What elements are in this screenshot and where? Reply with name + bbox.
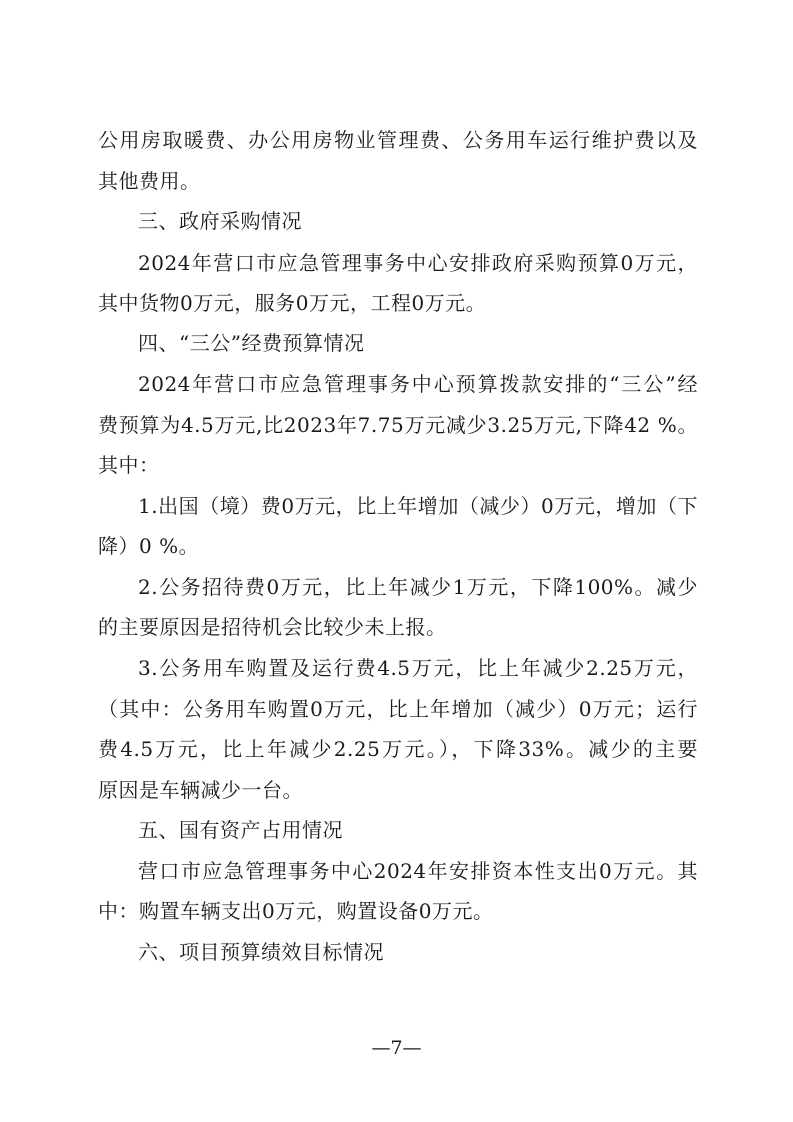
body-text-line: 的主要原因是招待机会比较少未上报。 — [98, 615, 447, 639]
body-text-line: 费4.5万元，比上年减少2.25万元。），下降33%。减少的主要 — [98, 737, 698, 761]
body-text-line: 营口市应急管理事务中心2024年安排资本性支出0万元。其 — [138, 859, 698, 883]
body-text-line: 2024年营口市应急管理事务中心安排政府采购预算0万元， — [138, 251, 698, 275]
body-text-line: 原因是车辆减少一台。 — [98, 778, 303, 802]
section-heading: 六、项目预算绩效目标情况 — [138, 940, 384, 964]
body-text-line: 费预算为4.5万元,比2023年7.75万元减少3.25万元,下降42 %。 — [98, 413, 698, 437]
body-text-line: （其中：公务用车购置0万元，比上年增加（减少）0万元；运行 — [98, 697, 698, 721]
body-text-line: 其中： — [98, 453, 160, 477]
section-heading: 五、国有资产占用情况 — [138, 818, 343, 842]
section-heading: 四、“三公”经费预算情况 — [138, 331, 365, 355]
body-text-line: 降）0 %。 — [98, 534, 200, 558]
section-heading: 三、政府采购情况 — [138, 209, 302, 233]
body-text-line: 其中货物0万元，服务0万元，工程0万元。 — [98, 291, 487, 315]
body-text-line: 其他费用。 — [98, 169, 201, 193]
list-item-line: 3.公务用车购置及运行费4.5万元，比上年减少2.25万元， — [138, 656, 698, 680]
body-text-line: 2024年营口市应急管理事务中心预算拨款安排的“三公”经 — [138, 372, 698, 396]
list-item-line: 2.公务招待费0万元，比上年减少1万元，下降100%。减少 — [138, 575, 698, 599]
body-text-line: 中：购置车辆支出0万元，购置设备0万元。 — [98, 899, 494, 923]
page-number: —7— — [371, 1037, 422, 1059]
list-item-line: 1.出国（境）费0万元，比上年增加（减少）0万元，增加（下 — [138, 494, 698, 518]
body-text-line: 公用房取暖费、办公用房物业管理费、公务用车运行维护费以及 — [98, 128, 698, 152]
